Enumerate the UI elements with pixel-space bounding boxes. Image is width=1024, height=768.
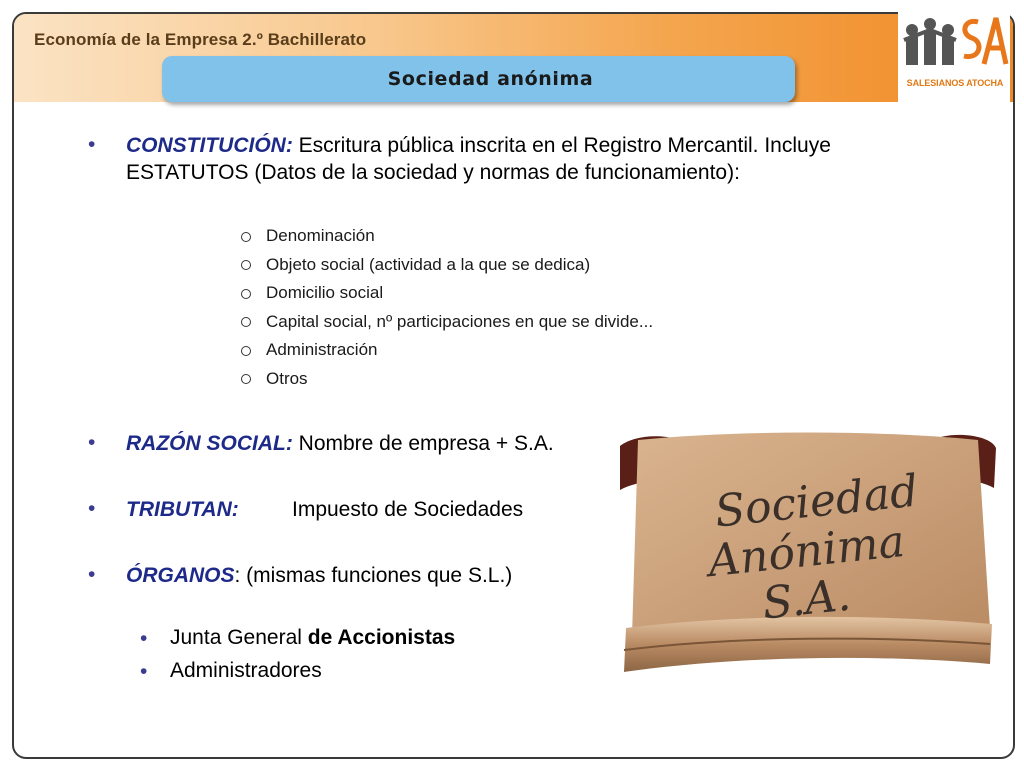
scroll-text-line2: Anónima xyxy=(705,515,908,588)
organos-text: : (mismas funciones que S.L.) xyxy=(234,564,513,587)
circle-bullet-icon xyxy=(241,260,251,270)
circle-bullet-icon xyxy=(241,346,251,356)
title-bar xyxy=(162,56,795,102)
circle-bullet-icon xyxy=(241,317,251,327)
estatutos-item: Otros xyxy=(266,369,308,388)
circle-bullet-icon xyxy=(241,374,251,384)
bullet-marker: • xyxy=(88,497,96,520)
constitucion-text-line1: Escritura pública inscrita en el Registro Mercantil. Incluye xyxy=(292,134,831,157)
keyword-razon-social: RAZÓN SOCIAL: xyxy=(126,432,293,455)
scroll-text-line3: S.A. xyxy=(759,569,854,630)
course-title: Economía de la Empresa 2.º Bachillerato xyxy=(34,30,367,49)
keyword-tributan: TRIBUTAN: xyxy=(126,498,239,521)
bullet-razon-social xyxy=(126,430,554,457)
bullet-marker: • xyxy=(88,431,96,454)
circle-bullet-icon xyxy=(241,232,251,242)
bullet-marker: • xyxy=(140,627,148,650)
slide-title: Sociedad anónima xyxy=(387,68,594,90)
tributan-text: Impuesto de Sociedades xyxy=(292,498,524,521)
estatutos-item: Administración xyxy=(266,340,378,359)
organos-item-junta xyxy=(170,626,455,650)
estatutos-item: Denominación xyxy=(266,226,375,245)
bullet-marker: • xyxy=(88,133,96,156)
bullet-marker: • xyxy=(140,660,148,683)
scroll-text-line1: Sociedad xyxy=(712,465,921,538)
bullet-organos xyxy=(126,562,512,589)
parchment-scroll-picture xyxy=(618,428,998,678)
bullet-tributan xyxy=(126,496,239,523)
logo-text: SALESIANOS ATOCHA xyxy=(906,78,1004,88)
bullet-constitucion xyxy=(126,132,906,186)
estatutos-item: Objeto social (actividad a la que se dedica) xyxy=(266,255,591,274)
junta-label-bold: de Accionistas xyxy=(307,626,456,649)
estatutos-item: Domicilio social xyxy=(266,283,384,302)
razon-social-text: Nombre de empresa + S.A. xyxy=(292,432,554,455)
salesianos-logo xyxy=(898,0,1010,108)
circle-bullet-icon xyxy=(241,289,251,299)
logo-figures-icon xyxy=(898,0,1010,80)
bullet-marker: • xyxy=(88,563,96,586)
organos-item-admin: Administradores xyxy=(170,659,322,682)
estatutos-item: Capital social, nº participaciones en que se divide... xyxy=(266,312,654,331)
junta-label: Junta General xyxy=(170,626,308,649)
keyword-organos: ÓRGANOS xyxy=(126,564,235,587)
constitucion-text-line2: ESTATUTOS (Datos de la sociedad y normas de funcionamiento): xyxy=(126,161,740,184)
keyword-constitucion: CONSTITUCIÓN: xyxy=(126,134,293,157)
